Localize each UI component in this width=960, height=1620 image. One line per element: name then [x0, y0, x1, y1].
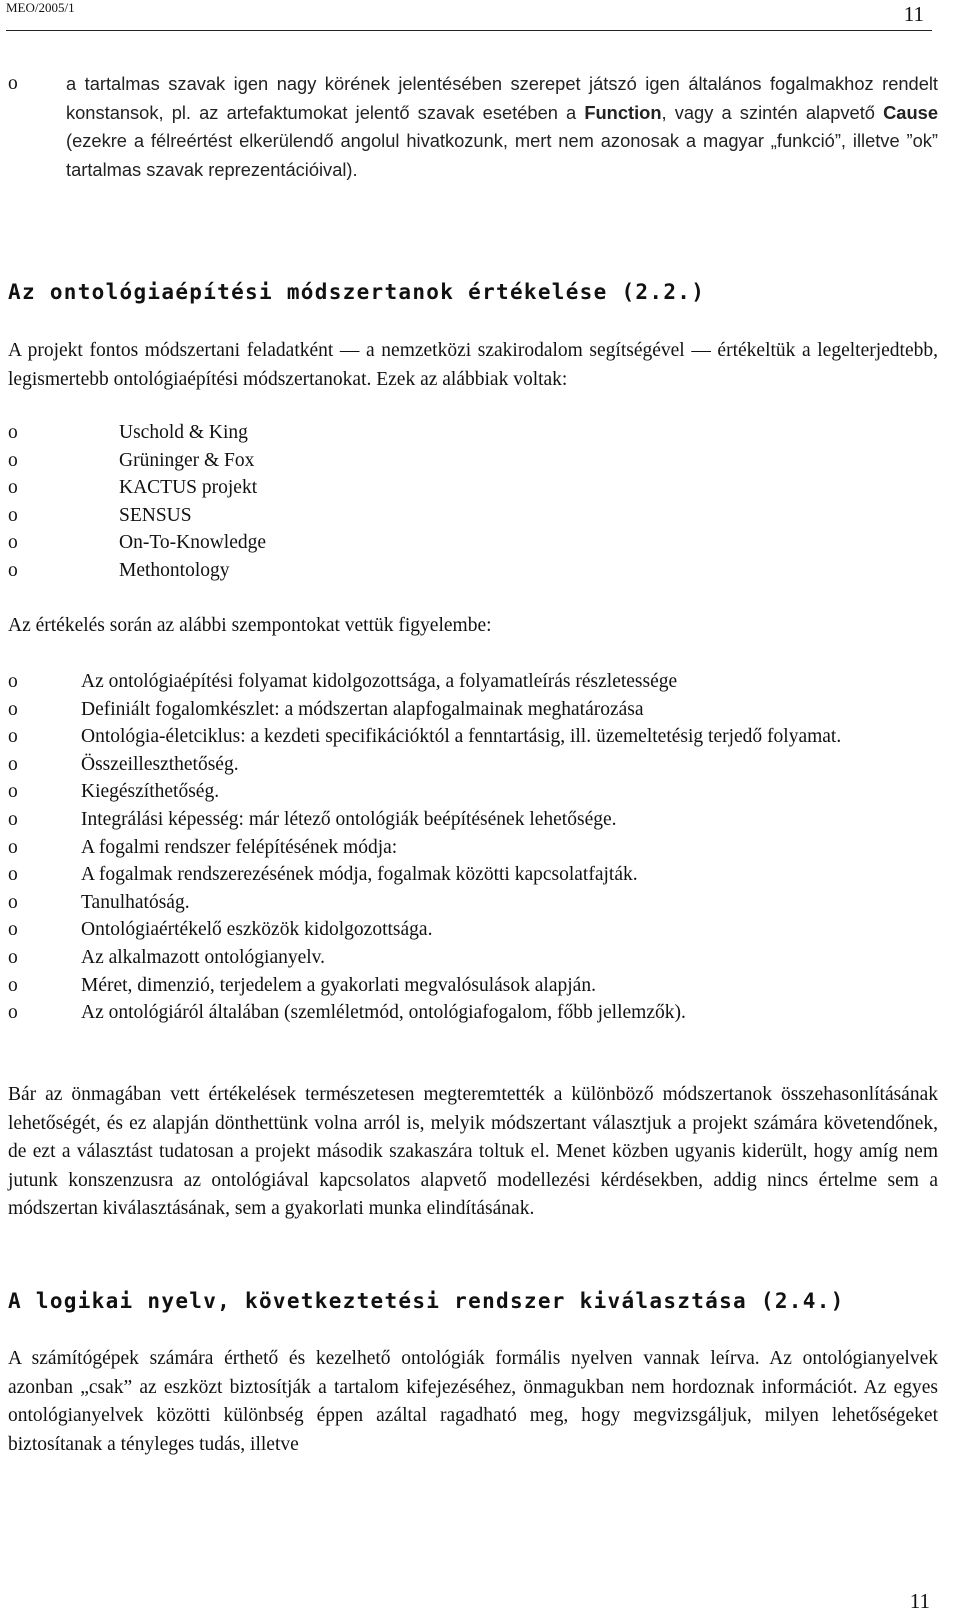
list-bullet: o	[8, 477, 18, 499]
list-item-text: Definiált fogalomkészlet: a módszertan alapfogalmainak meghatározása	[81, 698, 644, 720]
list-item	[8, 806, 938, 834]
list-item-text: Ontológiaértékelő eszközök kidolgozottsága.	[81, 919, 433, 941]
list-item-text: Uschold & King	[119, 422, 248, 443]
list-item	[8, 723, 938, 751]
intro-text-part: , vagy a szintén alapvető	[661, 101, 884, 123]
list-item-text: Kiegészíthetőség.	[81, 781, 220, 803]
list-item-text: KACTUS projekt	[119, 477, 258, 499]
list-item	[8, 889, 938, 917]
list-bullet: o	[8, 449, 18, 471]
header-page-number: 11	[903, 2, 924, 26]
section-heading-logic-language: A logikai nyelv, következtetési rendszer kiválasztása (2.4.)	[8, 1289, 845, 1313]
list-item-text: Az ontológiáról általában (szemléletmód, ontológiafogalom, főbb jellemzők).	[81, 1002, 686, 1024]
intro-text-part: a tartalmas szavak igen nagy körének jelentésében szerepet játszó igen általános fogalmakhoz rendelt konstansok, pl. az artefaktumokat jelentő szavak esetében a	[66, 73, 938, 123]
list-item	[8, 474, 266, 502]
list-bullet: o	[8, 1002, 18, 1024]
list-bullet: o	[8, 753, 18, 775]
document-code: MEO/2005/1	[6, 0, 75, 15]
list-bullet: o	[8, 671, 18, 692]
list-item-text: Méret, dimenzió, terjedelem a gyakorlati megvalósulások alapján.	[81, 974, 596, 996]
list-item-text: Tanulhatóság.	[81, 891, 190, 913]
list-item	[8, 972, 938, 1000]
list-item	[8, 751, 938, 779]
list-item-text: Az ontológiaépítési folyamat kidolgozottsága, a folyamatleírás részletessége	[81, 671, 678, 692]
intro-item-text	[66, 70, 938, 184]
list-bullet: o	[8, 808, 18, 830]
list-item	[8, 834, 938, 862]
list-item	[8, 916, 938, 944]
list-bullet: o	[8, 836, 18, 858]
list-item-text: A fogalmi rendszer felépítésének módja:	[81, 836, 398, 858]
footer-page-number: 11	[909, 1589, 930, 1613]
list-item	[8, 778, 938, 806]
keyword-function: Function	[584, 101, 662, 123]
list-item	[8, 944, 938, 972]
list-item	[8, 502, 266, 530]
page-header	[6, 0, 932, 31]
criteria-list	[8, 668, 938, 1027]
conclusion-paragraph: Bár az önmagában vett értékelések természetesen megteremtették a különböző módszertanok összehasonlításának lehetőségét, és ez alapján dönthettünk volna arról is, melyik módszertant választjuk a projekt számára követendőnek, de ezt a választást tudatosan a projekt második szakaszára toltuk el. Menet közben ugyanis kiderült, hogy amíg nem jutunk konszenzusra az ontológiával kapcsolatos alapvető modellezési kérdésekben, addig nincs értelme sem a módszertan kiválasztásának, sem a gyakorlati munka elindításának.	[8, 1084, 938, 1219]
list-bullet: o	[8, 698, 18, 720]
list-item-text: Összeilleszthetőség.	[81, 753, 239, 775]
list-bullet: o	[8, 559, 18, 581]
list-item	[8, 696, 938, 724]
list-bullet: o	[8, 781, 18, 803]
keyword-cause: Cause	[883, 101, 938, 123]
list-item	[8, 999, 938, 1027]
section-heading-methodologies: Az ontológiaépítési módszertanok értékelése (2.2.)	[8, 280, 706, 304]
list-item-text: A fogalmak rendszerezésének módja, fogalmak közötti kapcsolatfajták.	[81, 864, 638, 886]
list-item-text: Integrálási képesség: már létező ontológiák beépítésének lehetősége.	[81, 808, 617, 830]
methodology-list	[8, 419, 266, 585]
list-bullet: o	[8, 891, 18, 913]
list-item-text: Ontológia-életciklus: a kezdeti specifikációktól a fenntartásig, ill. üzemeltetésig terjedő folyamat.	[81, 726, 842, 748]
list-bullet: o	[8, 946, 18, 968]
list-item-text: SENSUS	[119, 504, 192, 526]
list-bullet: o	[8, 726, 18, 748]
list-bullet: o	[8, 73, 18, 94]
list-bullet: o	[8, 504, 18, 526]
intro-list-item	[8, 70, 938, 184]
intro-text-part: (ezekre a félreértést elkerülendő angolul hivatkozunk, mert nem azonosak a magyar „funkció”, illetve ”ok” tartalmas szavak reprezentációival).	[66, 130, 938, 180]
list-item	[8, 447, 266, 475]
list-item	[8, 529, 266, 557]
list-item	[8, 668, 938, 696]
list-item-text: Grüninger & Fox	[119, 449, 255, 471]
list-item-text: Az alkalmazott ontológianyelv.	[81, 946, 326, 968]
list-item-text: On-To-Knowledge	[119, 532, 267, 554]
list-bullet: o	[8, 532, 18, 554]
list-bullet: o	[8, 422, 18, 443]
methodologies-intro-paragraph: A projekt fontos módszertani feladatként — a nemzetközi szakirodalom segítségével — értékeltük a legelterjedtebb, legismertebb ontológiaépítési módszertanokat. Ezek az alábbiak voltak:	[8, 340, 938, 390]
list-item-text: Methontology	[119, 559, 230, 581]
criteria-intro-paragraph: Az értékelés során az alábbi szempontokat vettük figyelembe:	[8, 615, 492, 636]
list-item	[8, 861, 938, 889]
list-bullet: o	[8, 919, 18, 941]
list-bullet: o	[8, 864, 18, 886]
list-item	[8, 557, 266, 585]
list-bullet: o	[8, 974, 18, 996]
list-item	[8, 419, 266, 447]
logic-language-paragraph: A számítógépek számára érthető és kezelhető ontológiák formális nyelven vannak leírva. Az ontológianyelvek azonban „csak” az eszközt biztosítják a tartalom kifejezéséhez, önmagukban nem hordoznak információt. Az egyes ontológianyelvek közötti különbség éppen azáltal ragadható meg, hogy megvizsgáljuk, milyen lehetőségeket biztosítanak a tényleges tudás, illetve	[8, 1348, 938, 1455]
